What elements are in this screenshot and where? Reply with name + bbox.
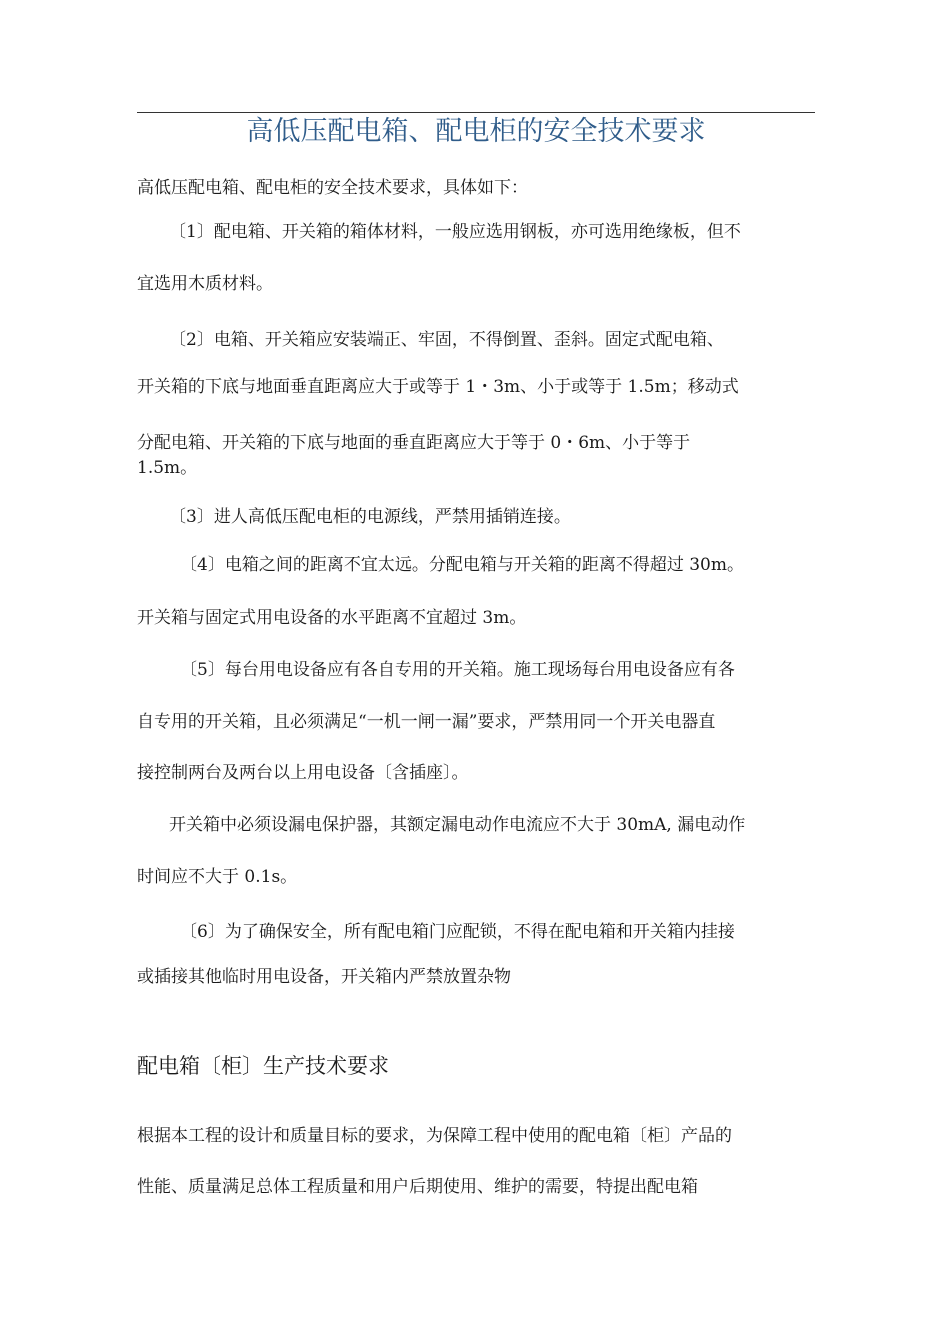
item-2-line-3: 分配电箱、开关箱的下底与地面的垂直距离应大于等于 0・6m、小于等于 — [137, 433, 691, 453]
item-3-line-1: 〔3〕进人高低压配电柜的电源线，严禁用插销连接。 — [169, 507, 571, 527]
item-5-line-3: 接控制两台及两台以上用电设备〔含插座〕。 — [137, 763, 469, 783]
section-line-2: 性能、质量满足总体工程质量和用户后期使用、维护的需要，特提出配电箱 — [137, 1177, 698, 1197]
item-4-line-1: 〔4〕电箱之间的距离不宜太远。分配电箱与开关箱的距离不得超过 30m。 — [180, 555, 744, 575]
item-2-line-4: 1.5m。 — [137, 458, 198, 478]
leakage-line-2: 时间应不大于 0.1s。 — [137, 867, 298, 887]
item-6-line-2: 或插接其他临时用电设备，开关箱内严禁放置杂物 — [137, 967, 511, 987]
item-2-line-1: 〔2〕电箱、开关箱应安装端正、牢固，不得倒置、歪斜。固定式配电箱、 — [169, 330, 724, 350]
item-1-line-1: 〔1〕配电箱、开关箱的箱体材料，一般应选用钢板，亦可选用绝缘板，但不 — [169, 222, 741, 242]
item-6-line-1: 〔6〕为了确保安全，所有配电箱门应配锁，不得在配电箱和开关箱内挂接 — [180, 922, 735, 942]
item-1-line-2: 宜选用木质材料。 — [137, 274, 273, 294]
item-5-line-1: 〔5〕每台用电设备应有各自专用的开关箱。施工现场每台用电设备应有各 — [180, 660, 735, 680]
leakage-line-1: 开关箱中必须设漏电保护器，其额定漏电动作电流应不大于 30mA, 漏电动作 — [169, 815, 746, 835]
item-4-line-2: 开关箱与固定式用电设备的水平距离不宜超过 3m。 — [137, 608, 527, 628]
section-heading: 配电箱〔柜〕生产技术要求 — [137, 1054, 389, 1078]
intro-line: 高低压配电箱、配电柜的安全技术要求，具体如下： — [137, 178, 528, 198]
section-line-1: 根据本工程的设计和质量目标的要求，为保障工程中使用的配电箱〔柜〕产品的 — [137, 1126, 732, 1146]
title-rule — [137, 112, 815, 113]
item-2-line-2: 开关箱的下底与地面垂直距离应大于或等于 1・3m、小于或等于 1.5m；移动式 — [137, 377, 739, 397]
page-title: 高低压配电箱、配电柜的安全技术要求 — [246, 116, 706, 147]
item-5-line-2: 自专用的开关箱，且必须满足“一机一闸一漏”要求，严禁用同一个开关电器直 — [137, 712, 716, 732]
